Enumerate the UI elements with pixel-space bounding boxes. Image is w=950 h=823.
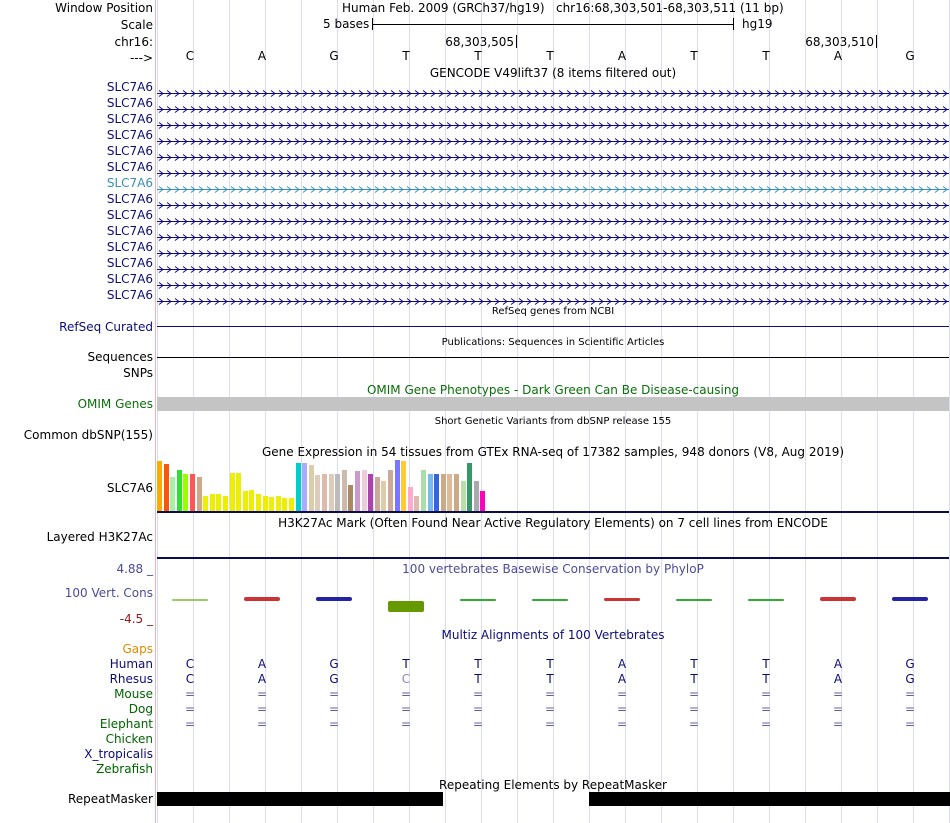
gtex-tissue-bar[interactable] (243, 491, 248, 511)
base-letter: G (329, 49, 339, 63)
gencode-item-label[interactable]: SLC7A6 (106, 160, 153, 174)
gtex-tissue-bar[interactable] (315, 475, 320, 511)
alignment-base: = (544, 702, 556, 716)
alignment-base: A (257, 657, 267, 671)
alignment-base: G (329, 657, 339, 671)
alignment-base: A (617, 672, 627, 686)
gtex-tissue-bar[interactable] (467, 463, 472, 511)
refseq-gene-line[interactable] (157, 326, 949, 327)
alignment-base: G (905, 672, 915, 686)
dbsnp-track-title[interactable]: Short Genetic Variants from dbSNP release 155 (434, 416, 672, 427)
gencode-item-label[interactable]: SLC7A6 (106, 144, 153, 158)
alignment-base: = (760, 702, 772, 716)
phylop-score-mark[interactable] (532, 599, 568, 601)
gencode-transcript-arrows[interactable] (157, 115, 949, 124)
species-label[interactable]: Zebrafish (96, 762, 153, 776)
gtex-tissue-bar[interactable] (381, 481, 386, 511)
gencode-transcript-arrows[interactable] (157, 259, 949, 268)
scale-label: Scale (120, 18, 153, 32)
alignment-base: = (904, 702, 916, 716)
gencode-transcript-arrows[interactable] (157, 147, 949, 156)
base-letter: A (833, 49, 843, 63)
gtex-tissue-bar[interactable] (256, 494, 261, 511)
gencode-transcript-arrows[interactable] (157, 99, 949, 108)
alignment-base: C (185, 672, 195, 686)
coord-label-1: 68,303,505 (445, 35, 514, 49)
scale-bar (372, 24, 733, 25)
strand-label: ---> (129, 51, 153, 65)
gtex-tissue-bar[interactable] (342, 470, 347, 511)
snps-label[interactable]: SNPs (123, 366, 153, 380)
multiz-track-title[interactable]: Multiz Alignments of 100 Vertebrates (441, 628, 665, 642)
scale-db: hg19 (742, 17, 773, 31)
alignment-base: T (546, 672, 554, 686)
omim-track-label[interactable]: OMIM Genes (77, 397, 153, 411)
gtex-tissue-bar[interactable] (421, 470, 426, 511)
base-letter: T (402, 49, 410, 63)
gtex-tissue-bar[interactable] (368, 474, 373, 511)
coord-label-2: 68,303,510 (805, 35, 874, 49)
phylop-max-label: 4.88 _ (116, 562, 153, 576)
alignment-base: T (762, 672, 770, 686)
alignment-base: = (616, 687, 628, 701)
phylop-score-mark[interactable] (460, 599, 496, 601)
alignment-base: = (184, 702, 196, 716)
scale-bar-right-tick (733, 18, 734, 30)
gtex-tissue-bar[interactable] (157, 461, 162, 511)
gencode-item-label[interactable]: SLC7A6 (106, 112, 153, 126)
alignment-base: G (329, 672, 339, 686)
phylop-score-mark[interactable] (172, 599, 208, 601)
gtex-tissue-bar[interactable] (355, 471, 360, 511)
gtex-tissue-bar[interactable] (329, 474, 334, 511)
alignment-base: = (400, 687, 412, 701)
gtex-tissue-bar[interactable] (249, 490, 254, 511)
gencode-transcript-arrows[interactable] (157, 195, 949, 204)
alignment-base: = (688, 717, 700, 731)
alignment-base: G (905, 657, 915, 671)
alignment-base: T (474, 672, 482, 686)
gtex-tissue-bar[interactable] (210, 494, 215, 511)
phylop-track-title[interactable]: 100 vertebrates Basewise Conservation by PhyloP (402, 562, 704, 576)
base-letter: C (185, 49, 195, 63)
phylop-score-mark[interactable] (388, 601, 424, 612)
gencode-transcript-arrows[interactable] (157, 275, 949, 284)
gtex-tissue-bar[interactable] (322, 474, 327, 511)
publications-line[interactable] (157, 357, 949, 358)
repeatmasker-track-label[interactable]: RepeatMasker (67, 792, 153, 806)
h3k27ac-baseline (157, 557, 949, 559)
alignment-base: = (472, 717, 484, 731)
gencode-track-title[interactable]: GENCODE V49lift37 (8 items filtered out) (429, 66, 677, 80)
gtex-tissue-bar[interactable] (216, 494, 221, 511)
alignment-base: = (184, 717, 196, 731)
phylop-score-mark[interactable] (892, 597, 928, 601)
phylop-score-mark[interactable] (316, 597, 352, 601)
gtex-tissue-bar[interactable] (269, 497, 274, 511)
gtex-tissue-bar[interactable] (177, 470, 182, 511)
dbsnp-track-label[interactable]: Common dbSNP(155) (23, 428, 153, 442)
phylop-score-mark[interactable] (748, 599, 784, 601)
gencode-transcript-arrows[interactable] (157, 163, 949, 172)
coord-tick-1 (516, 35, 517, 48)
h3k27ac-track-label[interactable]: Layered H3K27Ac (46, 530, 153, 544)
gtex-tissue-bar[interactable] (414, 496, 419, 511)
gtex-tissue-bar[interactable] (388, 470, 393, 511)
base-letter: T (546, 49, 554, 63)
gtex-tissue-bar[interactable] (197, 477, 202, 511)
alignment-base: A (833, 672, 843, 686)
species-label[interactable]: Elephant (99, 717, 153, 731)
gtex-tissue-bar[interactable] (164, 464, 169, 511)
repeat-element-1[interactable] (157, 792, 443, 806)
alignment-base: = (904, 687, 916, 701)
h3k27ac-track-title[interactable]: H3K27Ac Mark (Often Found Near Active Regulatory Elements) on 7 cell lines from ENCODE (278, 516, 828, 530)
gtex-tissue-bar[interactable] (335, 474, 340, 511)
gencode-transcript-arrows[interactable] (157, 211, 949, 220)
alignment-base: A (617, 657, 627, 671)
gtex-tissue-bar[interactable] (474, 481, 479, 511)
phylop-track-label[interactable]: 100 Vert. Cons (64, 586, 153, 600)
phylop-score-mark[interactable] (244, 597, 280, 601)
gtex-tissue-bar[interactable] (428, 474, 433, 511)
gtex-tissue-bar[interactable] (190, 474, 195, 511)
alignment-base: = (256, 702, 268, 716)
alignment-base: = (832, 717, 844, 731)
gencode-transcript-arrows[interactable] (157, 131, 949, 140)
gtex-tissue-bar[interactable] (236, 473, 241, 511)
gtex-tissue-bar[interactable] (480, 491, 485, 511)
gtex-tissue-bar[interactable] (296, 463, 301, 511)
repeat-element-2[interactable] (589, 792, 950, 806)
alignment-base: A (833, 657, 843, 671)
base-letter: T (690, 49, 698, 63)
gtex-tissue-bar[interactable] (282, 498, 287, 511)
alignment-base: = (616, 717, 628, 731)
alignment-base: = (400, 702, 412, 716)
gtex-tissue-bar[interactable] (289, 498, 294, 511)
alignment-base: = (688, 702, 700, 716)
gtex-tissue-bar[interactable] (395, 460, 400, 511)
gtex-tissue-bar[interactable] (203, 496, 208, 511)
gencode-transcript-arrows[interactable] (157, 83, 949, 92)
gencode-transcript-arrows[interactable] (157, 179, 949, 188)
alignment-base: = (616, 702, 628, 716)
gtex-tissue-bar[interactable] (408, 487, 413, 511)
alignment-base: = (328, 702, 340, 716)
species-label[interactable]: Mouse (114, 687, 153, 701)
gtex-tissue-bar[interactable] (375, 477, 380, 511)
gtex-baseline (157, 511, 949, 513)
species-label[interactable]: Rhesus (109, 672, 153, 686)
omim-gene-bar[interactable] (157, 397, 949, 411)
window-position-label: Window Position (55, 1, 153, 15)
gencode-item-label[interactable]: SLC7A6 (106, 96, 153, 110)
gtex-tissue-bar[interactable] (276, 496, 281, 511)
alignment-base: = (400, 717, 412, 731)
gencode-transcript-arrows[interactable] (157, 291, 949, 300)
gencode-transcript-arrows[interactable] (157, 227, 949, 236)
base-letter: G (905, 49, 915, 63)
assembly-text: Human Feb. 2009 (GRCh37/hg19) (342, 1, 545, 15)
alignment-base: = (472, 702, 484, 716)
phylop-score-mark[interactable] (820, 597, 856, 601)
species-label[interactable]: Chicken (105, 732, 153, 746)
gtex-tissue-bar[interactable] (302, 463, 307, 511)
alignment-base: = (328, 687, 340, 701)
omim-track-title[interactable]: OMIM Gene Phenotypes - Dark Green Can Be Disease-causing (366, 383, 740, 397)
gtex-tissue-bar[interactable] (447, 474, 452, 511)
alignment-base: T (402, 657, 410, 671)
repeatmasker-track-title[interactable]: Repeating Elements by RepeatMasker (439, 778, 667, 792)
alignment-base: = (256, 687, 268, 701)
gencode-item-label[interactable]: SLC7A6 (106, 128, 153, 142)
alignment-base: C (185, 657, 195, 671)
species-label[interactable]: Dog (128, 702, 153, 716)
gencode-item-label[interactable]: SLC7A6 (106, 240, 153, 254)
alignment-base: T (546, 657, 554, 671)
alignment-base: T (762, 657, 770, 671)
base-letter: T (474, 49, 482, 63)
chrom-label: chr16: (114, 35, 153, 49)
alignment-base: = (832, 702, 844, 716)
gencode-item-label[interactable]: SLC7A6 (106, 176, 153, 190)
gencode-item-label[interactable]: SLC7A6 (106, 208, 153, 222)
gtex-tissue-bar[interactable] (401, 461, 406, 511)
alignment-base: = (832, 687, 844, 701)
publications-track-label[interactable]: Sequences (87, 350, 153, 364)
gtex-track-label[interactable]: SLC7A6 (106, 481, 153, 495)
alignment-base: = (256, 717, 268, 731)
gtex-tissue-bar[interactable] (309, 465, 314, 511)
gtex-tissue-bar[interactable] (454, 474, 459, 511)
phylop-score-mark[interactable] (604, 598, 640, 601)
refseq-track-label[interactable]: RefSeq Curated (59, 320, 153, 334)
gtex-tissue-bar[interactable] (348, 485, 353, 511)
base-letter: T (762, 49, 770, 63)
publications-track-title[interactable]: Publications: Sequences in Scientific Articles (441, 337, 665, 348)
gtex-track-title[interactable]: Gene Expression in 54 tissues from GTEx RNA-seq of 17382 samples, 948 donors (V8, Aug 2019) (261, 445, 845, 459)
base-letter: A (617, 49, 627, 63)
alignment-base: = (184, 687, 196, 701)
refseq-track-title[interactable]: RefSeq genes from NCBI (491, 306, 615, 317)
gtex-tissue-bar[interactable] (263, 496, 268, 511)
alignment-base: = (760, 717, 772, 731)
alignment-base: C (401, 672, 411, 686)
phylop-min-label: -4.5 _ (119, 612, 153, 626)
alignment-base: = (472, 687, 484, 701)
alignment-base: T (690, 657, 698, 671)
gtex-tissue-bar[interactable] (434, 474, 439, 511)
alignment-base: T (690, 672, 698, 686)
gaps-label[interactable]: Gaps (122, 642, 153, 656)
gencode-item-label[interactable]: SLC7A6 (106, 80, 153, 94)
alignment-base: = (760, 687, 772, 701)
gencode-item-label[interactable]: SLC7A6 (106, 192, 153, 206)
alignment-base: = (544, 687, 556, 701)
gtex-tissue-bar[interactable] (170, 477, 175, 511)
gtex-tissue-bar[interactable] (362, 470, 367, 511)
coord-tick-2 (876, 35, 877, 48)
gencode-transcript-arrows[interactable] (157, 243, 949, 252)
alignment-base: = (328, 717, 340, 731)
gencode-item-label[interactable]: SLC7A6 (106, 256, 153, 270)
scale-text: 5 bases (323, 17, 370, 31)
gencode-item-label[interactable]: SLC7A6 (106, 288, 153, 302)
assembly-position (342, 1, 784, 15)
alignment-base: = (688, 687, 700, 701)
gencode-item-label[interactable]: SLC7A6 (106, 272, 153, 286)
gtex-tissue-bar[interactable] (461, 481, 466, 511)
species-label[interactable]: X_tropicalis (84, 747, 153, 761)
alignment-base: = (544, 717, 556, 731)
gtex-tissue-bar[interactable] (223, 496, 228, 511)
alignment-base: A (257, 672, 267, 686)
position-text: chr16:68,303,501-68,303,511 (11 bp) (555, 1, 784, 15)
label-separator (155, 0, 156, 823)
base-letter: A (257, 49, 267, 63)
phylop-score-mark[interactable] (676, 599, 712, 601)
gencode-item-label[interactable]: SLC7A6 (106, 224, 153, 238)
gtex-tissue-bar[interactable] (183, 474, 188, 511)
gtex-tissue-bar[interactable] (441, 474, 446, 511)
alignment-base: = (904, 717, 916, 731)
gtex-tissue-bar[interactable] (230, 473, 235, 511)
alignment-base: T (474, 657, 482, 671)
species-label[interactable]: Human (109, 657, 153, 671)
